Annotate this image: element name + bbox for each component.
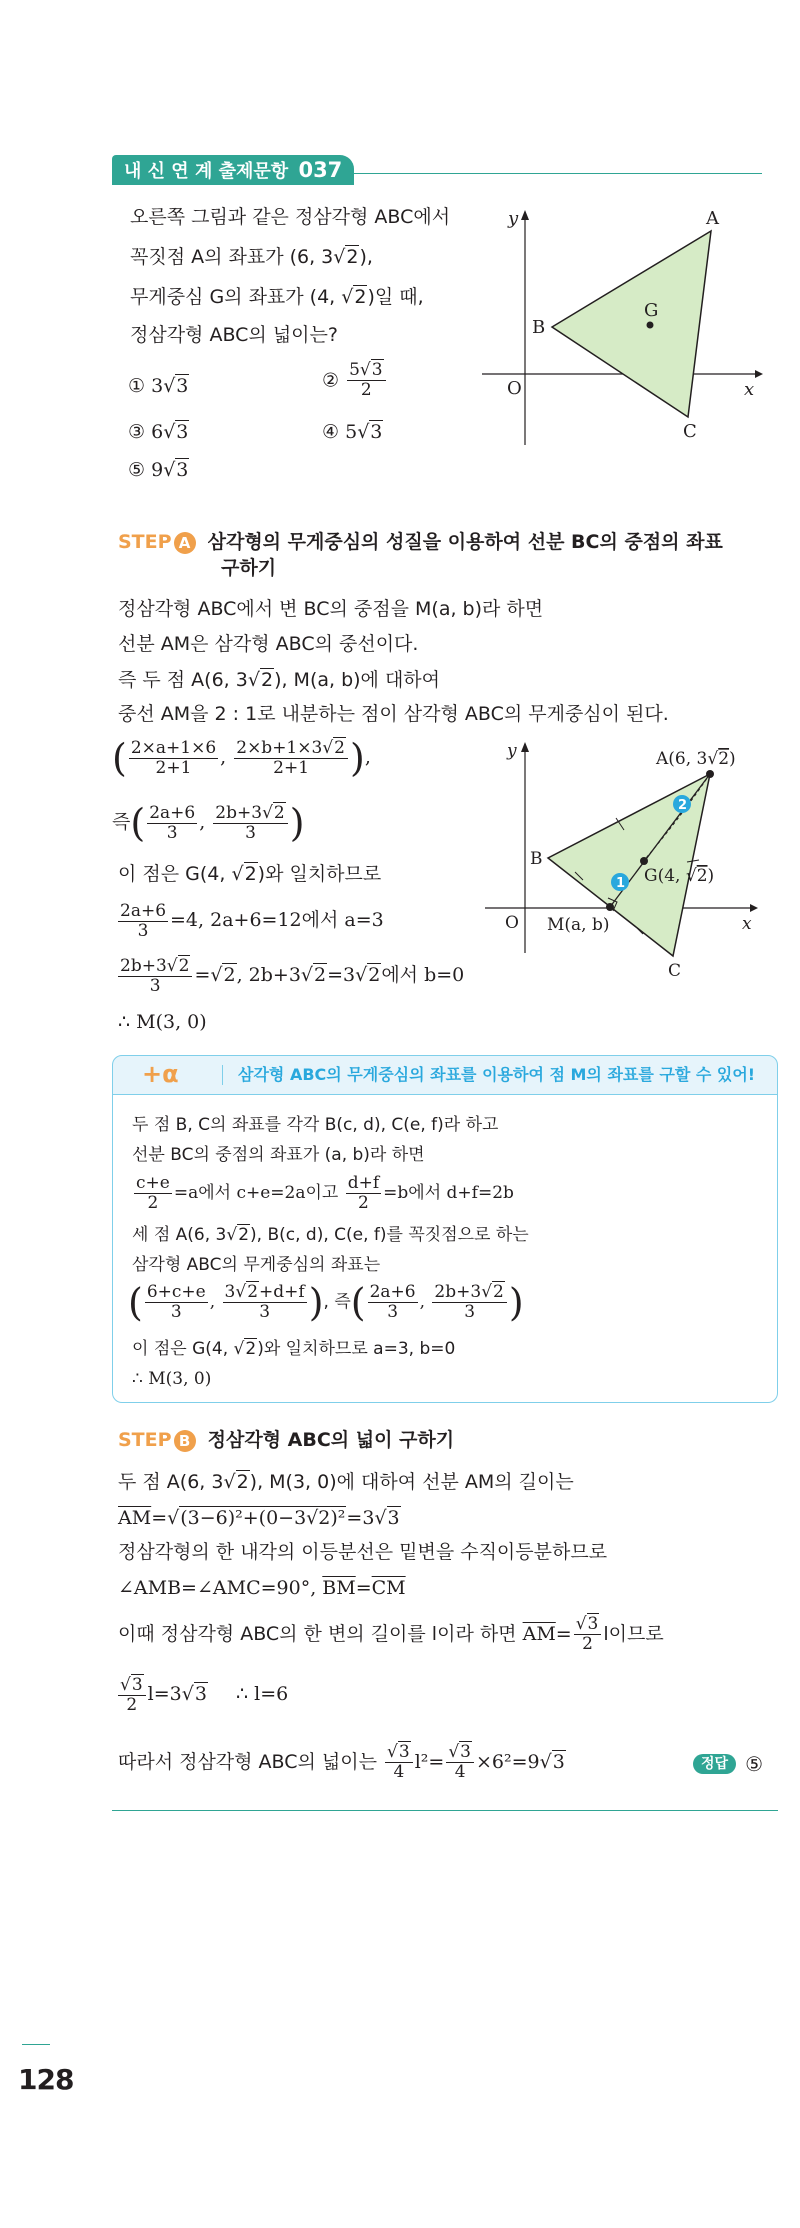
page-number: 128	[18, 2063, 74, 2096]
page-number-rule	[22, 2044, 50, 2045]
tip-line-7: 이 점은 G(4, √2)와 일치하므로 a=3, b=0	[132, 1339, 456, 1359]
step-a-line-2: 선분 AM은 삼각형 ABC의 중선이다.	[118, 633, 419, 655]
point-g	[640, 857, 648, 865]
step-b-line-6: $\frac{√3}{2}$ l=3√3 ∴ l=6	[120, 1674, 289, 1715]
choice-5: ⑤ 9√3	[128, 459, 189, 481]
label-g: G	[644, 300, 659, 321]
label-b: B	[530, 849, 543, 869]
label-g: G(4, √2)	[644, 866, 715, 886]
x-axis-arrow	[750, 904, 758, 912]
step-a-heading-2: 구하기	[221, 557, 277, 579]
step-a-line-3: 즉 두 점 A(6, 3√2), M(a, b)에 대하여	[118, 669, 441, 691]
tip-badge: +α	[142, 1060, 179, 1088]
label-o: O	[507, 378, 522, 399]
tip-line-3: $\frac{c+e}{2}$ =a에서 c+e=2a이고 $\frac{d+f}{2}$ =b에서 d+f=2b	[136, 1173, 514, 1213]
step-a-line-4: 중선 AM을 2 : 1로 내분하는 점이 삼각형 ABC의 무게중심이 된다.	[118, 703, 669, 725]
label-a: A(6, 3√2)	[656, 749, 736, 769]
step-marker-2-label: 2	[678, 798, 688, 813]
problem-line-3: 무게중심 G의 좌표가 (4, √2)일 때,	[130, 286, 424, 308]
step-a-centroid-simplified: 즉( $\frac{2a+6}{3}$ , $\frac{2b+3√2}{3}$ )	[112, 801, 305, 845]
label-b: B	[532, 317, 546, 338]
step-marker-1-label: 1	[616, 876, 626, 891]
label-m: M(a, b)	[547, 915, 610, 935]
answer	[693, 1752, 763, 1776]
y-axis-arrow	[521, 210, 529, 220]
step-a-conclusion: ∴ M(3, 0)	[118, 1011, 207, 1033]
centroid-point	[647, 322, 654, 329]
label-y: y	[507, 741, 517, 761]
tip-title: 삼각형 ABC의 무게중심의 좌표를 이용하여 점 M의 좌표를 구할 수 있어!	[238, 1065, 756, 1084]
problem-line-1: 오른쪽 그림과 같은 정삼각형 ABC에서	[130, 206, 451, 228]
step-b-line-1: 두 점 A(6, 3√2), M(3, 0)에 대하여 선분 AM의 길이는	[118, 1471, 574, 1493]
step-a-equation-a: $\frac{2a+6}{3}$ =4, 2a+6=12에서 a=3	[120, 900, 384, 941]
step-b-line-4: ∠AMB=∠AMC=90°, $\overline{BM}=\overline{CM}$	[118, 1577, 406, 1599]
y-axis-arrow	[521, 742, 529, 752]
step-a-heading: STEP A 삼각형의 무게중심의 성질을 이용하여 선분 BC의 중점의 좌표	[118, 531, 723, 553]
triangle-figure-1	[480, 200, 780, 450]
problem-header	[112, 155, 762, 185]
label-c: C	[683, 421, 697, 442]
header-tag	[112, 155, 354, 185]
step-b-heading: STEP B 정삼각형 ABC의 넓이 구하기	[118, 1429, 455, 1451]
label-x: x	[742, 914, 752, 934]
tip-line-1: 두 점 B, C의 좌표를 각각 B(c, d), C(e, f)라 하고	[132, 1115, 499, 1135]
tip-line-2: 선분 BC의 중점의 좌표가 (a, b)라 하면	[132, 1145, 425, 1165]
step-a-line-1: 정삼각형 ABC에서 변 BC의 중점을 M(a, b)라 하면	[118, 598, 544, 620]
tip-line-8: ∴ M(3, 0)	[132, 1369, 212, 1389]
step-a-equation-b: $\frac{2b+3√2}{3}$ =√2, 2b+3√2=3√2에서 b=0	[120, 955, 465, 996]
choice-4: ④ 5√3	[322, 421, 383, 443]
header-tag-label: 내 신 연 계 출제문항	[124, 161, 289, 182]
answer-value: ⑤	[745, 1752, 764, 1776]
label-y: y	[508, 208, 519, 229]
tip-line-6: ( $\frac{6+c+e}{3}$ , $\frac{3√2+d+f}{3}$ ), 즉( $\frac{2a+6}{3}$ , $\frac{2b+3√2}{3}$ )	[128, 1280, 524, 1325]
point-a	[706, 770, 714, 778]
label-c: C	[668, 961, 682, 978]
step-b-line-3: 정삼각형의 한 내각의 이등분선은 밑변을 수직이등분하므로	[118, 1541, 608, 1563]
choice-3: ③ 6√3	[128, 421, 189, 443]
step-a-centroid-formula: ( $\frac{2\times a+1\times 6}{2+1}$ , $\frac{2\times b+1\times 3√2}{2+1}$ ),	[112, 736, 371, 780]
triangle-figure-2	[480, 728, 780, 978]
label-x: x	[744, 379, 755, 400]
header-tag-number: 037	[298, 158, 343, 182]
step-b-line-2: $\overline{AM}=√(3-6)^2+(0-3√2)^2=3√3$	[118, 1507, 400, 1529]
answer-badge: 정답	[693, 1754, 736, 1774]
step-b-line-5: 이때 정삼각형 ABC의 한 변의 길이를 l이라 하면 $\overline{AM}=$ $\frac{√3}{2}$ l이므로	[118, 1614, 664, 1654]
tip-line-4: 세 점 A(6, 3√2), B(c, d), C(e, f)를 꼭짓점으로 하는	[132, 1225, 529, 1245]
bottom-rule	[112, 1810, 778, 1811]
label-a: A	[706, 208, 719, 229]
tip-box	[112, 1055, 778, 1405]
choice-2: ② $\frac{5√3}{2}$	[322, 361, 388, 400]
choice-1: ① 3√3	[128, 375, 189, 397]
x-axis-arrow	[755, 370, 763, 378]
problem-line-4: 정삼각형 ABC의 넓이는?	[130, 324, 338, 346]
label-o: O	[505, 913, 519, 933]
tip-line-5: 삼각형 ABC의 무게중심의 좌표는	[132, 1255, 381, 1275]
step-a-line-7: 이 점은 G(4, √2)와 일치하므로	[118, 863, 382, 885]
problem-line-2: 꼭짓점 A의 좌표가 (6, 3√2),	[130, 246, 373, 268]
point-m	[606, 903, 614, 911]
triangle-abc	[552, 231, 711, 417]
step-b-line-7: 따라서 정삼각형 ABC의 넓이는 $\frac{√3}{4}$ l²= $\frac{√3}{4}$ ×6²=9√3	[118, 1742, 565, 1782]
